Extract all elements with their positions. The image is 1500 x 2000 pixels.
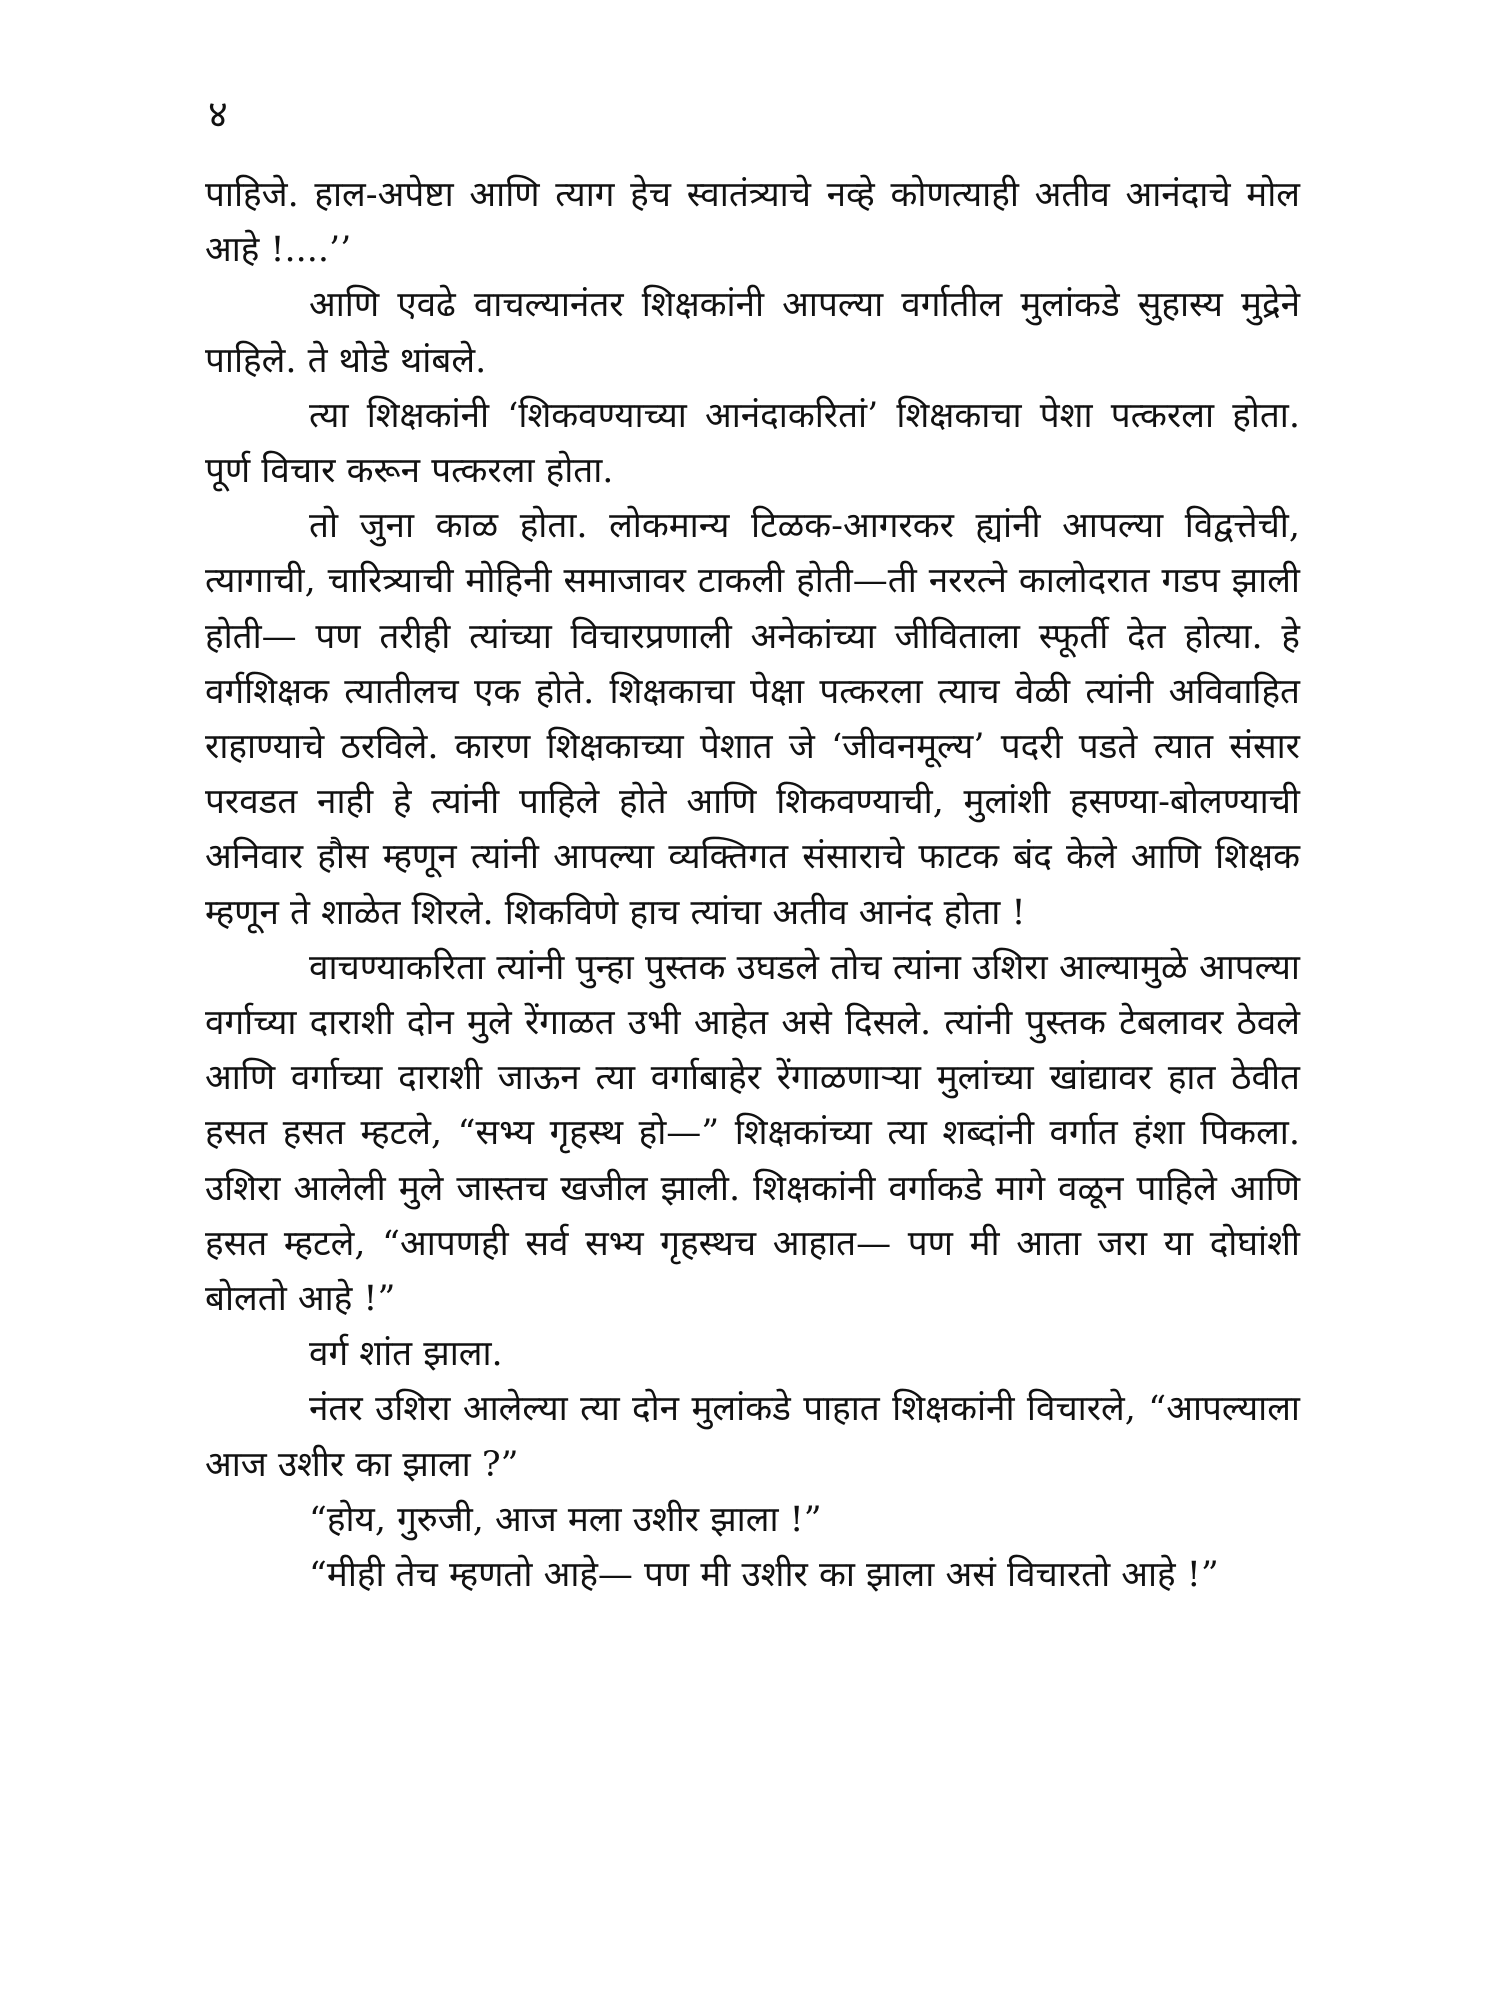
paragraph-6: वर्ग शांत झाला. [309,1334,503,1375]
paragraph-2: आणि एवढे वाचल्यानंतर शिक्षकांनी आपल्या वर्गातील मुलांकडे सुहास्य मुद्रेने पाहिले. ते थोडे थांबले. [205,285,1300,381]
paragraph-5: वाचण्याकरिता त्यांनी पुन्हा पुस्तक उघडले तोच त्यांना उशिरा आल्यामुळे आपल्या वर्गाच्या दाराशी दोन मुले रेंगाळत उभी आहेत असे दिसले. त्यांनी पुस्तक टेबलावर ठेवले आणि वर्गाच्या दाराशी जाऊन त्या वर्गाबाहेर रेंगाळणाऱ्या मुलांच्या खांद्यावर हात ठेवीत हसत हसत म्हटले, “सभ्य गृहस्थ हो—” शिक्षकांच्या त्या शब्दांनी वर्गात हंशा पिकला. उशिरा आलेली मुले जास्तच खजील झाली. शिक्षकांनी वर्गाकडे मागे वळून पाहिले आणि हसत म्हटले, “आपणही सर्व सभ्य गृहस्थच आहात— पण मी आता जरा या दोघांशी बोलतो आहे !” [205,947,1300,1320]
paragraph-1: पाहिजे. हाल-अपेष्टा आणि त्याग हेच स्वातंत्र्याचे नव्हे कोणत्याही अतीव आनंदाचे मोल आहे !....’’ [205,175,1300,271]
paragraph-8: “होय, गुरुजी, आज मला उशीर झाला !” [309,1499,822,1540]
paragraph-9: “मीही तेच म्हणतो आहे— पण मी उशीर का झाला असं विचारतो आहे !” [309,1555,1219,1596]
page-number: ४ [208,92,228,136]
paragraph-3: त्या शिक्षकांनी ‘शिकवण्याच्या आनंदाकरितां’ शिक्षकाचा पेशा पत्करला होता. पूर्ण विचार करून पत्करला होता. [205,395,1300,492]
paragraph-4: तो जुना काळ होता. लोकमान्य टिळक-आगरकर ह्यांनी आपल्या विद्वत्तेची, त्यागाची, चारित्र्याची मोहिनी समाजावर टाकली होती—ती नररत्ने कालोदरात गडप झाली होती— पण तरीही त्यांच्या विचारप्रणाली अनेकांच्या जीविताला स्फूर्ती देत होत्या. हे वर्गशिक्षक त्यातीलच एक होते. शिक्षकाचा पेक्षा पत्करला त्याच वेळी त्यांनी अविवाहित राहाण्याचे ठरविले. कारण शिक्षकाच्या पेशात जे ‘जीवनमूल्य’ पदरी पडते त्यात संसार परवडत नाही हे त्यांनी पाहिले होते आणि शिकवण्याची, मुलांशी हसण्या-बोलण्याची अनिवार हौस म्हणून त्यांनी आपल्या व्यक्तिगत संसाराचे फाटक बंद केले आणि शिक्षक म्हणून ते शाळेत शिरले. शिकविणे हाच त्यांचा अतीव आनंद होता ! [205,506,1300,933]
body-text [205,168,1300,1603]
paragraph-7: नंतर उशिरा आलेल्या त्या दोन मुलांकडे पाहात शिक्षकांनी विचारले, “आपल्याला आज उशीर का झाला ?” [205,1389,1300,1485]
